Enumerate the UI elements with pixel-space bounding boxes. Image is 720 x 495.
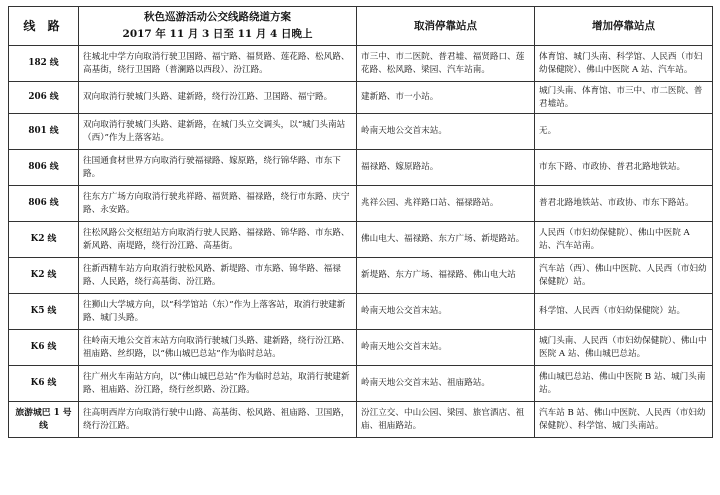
table-row bbox=[9, 294, 713, 330]
route-description: 往城北中学方向取消行驶卫国路、福宁路、福贤路、莲花路、松风路、高基街，绕行卫国路（普澜路以西段）、汾江路。 bbox=[79, 46, 357, 82]
line-name: K2 线 bbox=[9, 258, 79, 294]
added-stops: 佛山城巴总站、佛山中医院 B 站、城门头南站。 bbox=[535, 366, 713, 402]
header-title bbox=[79, 7, 357, 46]
added-stops: 汽车站 B 站、佛山中医院、人民西（市妇幼保健院）、科学馆、城门头南站。 bbox=[535, 402, 713, 438]
cancelled-stops: 建新路、市一小站。 bbox=[357, 82, 535, 114]
cancelled-stops: 岭南天地公交首末站。 bbox=[357, 294, 535, 330]
table-row bbox=[9, 150, 713, 186]
added-stops: 市东下路、市政协、普君北路地铁站。 bbox=[535, 150, 713, 186]
route-description: 往广州火车南站方向，以“佛山城巴总站”作为临时总站，取消行驶建新路、祖庙路、汾江路，绕行丝织路、汾江路。 bbox=[79, 366, 357, 402]
route-description: 双向取消行驶城门头路、建新路，在城门头立交调头，以“城门头南站（西）”作为上落客站。 bbox=[79, 114, 357, 150]
header-title-2: 2017 年 11 月 3 日至 11 月 4 日晚上 bbox=[122, 28, 313, 40]
route-description: 往岭南天地公交首末站方向取消行驶城门头路、建新路，绕行汾江路、祖庙路、丝织路，以“佛山城巴总站”作为临时总站。 bbox=[79, 330, 357, 366]
cancelled-stops: 岭南天地公交首末站。 bbox=[357, 330, 535, 366]
table-row bbox=[9, 114, 713, 150]
added-stops: 汽车站（西）、佛山中医院、人民西（市妇幼保健院）站。 bbox=[535, 258, 713, 294]
table-row bbox=[9, 46, 713, 82]
line-name: 206 线 bbox=[9, 82, 79, 114]
table-row bbox=[9, 82, 713, 114]
cancelled-stops: 岭南天地公交首末站、祖庙路站。 bbox=[357, 366, 535, 402]
line-name: K2 线 bbox=[9, 222, 79, 258]
added-stops: 人民西（市妇幼保健院）、佛山中医院 A 站、汽车站南。 bbox=[535, 222, 713, 258]
route-description: 往高明西岸方向取消行驶中山路、高基街、松风路、祖庙路、卫国路，绕行汾江路。 bbox=[79, 402, 357, 438]
route-description: 双向取消行驶城门头路、建新路，绕行汾江路、卫国路、福宁路。 bbox=[79, 82, 357, 114]
added-stops: 城门头南、体育馆、市三中、市二医院、普君墟站。 bbox=[535, 82, 713, 114]
cancelled-stops: 市三中、市二医院、普君墟、福贤路口、莲花路、松风路、梁园、汽车站南。 bbox=[357, 46, 535, 82]
route-description: 往国通食材世界方向取消行驶福禄路、嫁原路，绕行锦华路、市东下路。 bbox=[79, 150, 357, 186]
bus-detour-table bbox=[8, 6, 713, 438]
header-title-1: 秋色巡游活动公交线路绕道方案 bbox=[144, 11, 291, 23]
line-name: K6 线 bbox=[9, 330, 79, 366]
header-line: 线 路 bbox=[9, 7, 79, 46]
cancelled-stops: 新堤路、东方广场、福禄路、佛山电大站 bbox=[357, 258, 535, 294]
added-stops: 普君北路地铁站、市政协、市东下路站。 bbox=[535, 186, 713, 222]
table-row bbox=[9, 402, 713, 438]
line-name: K5 线 bbox=[9, 294, 79, 330]
table-row bbox=[9, 330, 713, 366]
cancelled-stops: 岭南天地公交首末站。 bbox=[357, 114, 535, 150]
table-row bbox=[9, 258, 713, 294]
table-row bbox=[9, 186, 713, 222]
line-name: 806 线 bbox=[9, 150, 79, 186]
line-name: 801 线 bbox=[9, 114, 79, 150]
added-stops: 城门头南、人民西（市妇幼保健院）、佛山中医院 A 站、佛山城巴总站。 bbox=[535, 330, 713, 366]
cancelled-stops: 汾江立交、中山公园、梁园、旅官酒店、祖庙、祖庙路站。 bbox=[357, 402, 535, 438]
route-description: 往狮山大学城方向，以“科学馆站（东）”作为上落客站，取消行驶建新路、城门头路。 bbox=[79, 294, 357, 330]
added-stops: 体育馆、城门头南、科学馆、人民西（市妇幼保健院）、佛山中医院 A 站、汽车站。 bbox=[535, 46, 713, 82]
route-description: 往新西精车站方向取消行驶松风路、新堤路、市东路、锦华路、福禄路、人民路，绕行高基街、汾江路。 bbox=[79, 258, 357, 294]
line-name: 806 线 bbox=[9, 186, 79, 222]
table-row bbox=[9, 222, 713, 258]
added-stops: 无。 bbox=[535, 114, 713, 150]
header-added: 增加停靠站点 bbox=[535, 7, 713, 46]
line-name: 旅游城巴 1 号线 bbox=[9, 402, 79, 438]
line-name: 182 线 bbox=[9, 46, 79, 82]
line-name: K6 线 bbox=[9, 366, 79, 402]
cancelled-stops: 佛山电大、福禄路、东方广场、新堤路站。 bbox=[357, 222, 535, 258]
table-row bbox=[9, 366, 713, 402]
cancelled-stops: 福禄路、嫁原路站。 bbox=[357, 150, 535, 186]
header-row bbox=[9, 7, 713, 46]
cancelled-stops: 兆祥公园、兆祥路口站、福禄路站。 bbox=[357, 186, 535, 222]
route-description: 往东方广场方向取消行驶兆祥路、福贤路、福禄路，绕行市东路、庆宁路、永安路。 bbox=[79, 186, 357, 222]
route-description: 往松风路公交枢纽站方向取消行驶人民路、福禄路、锦华路、市东路、新风路、南堤路，绕行汾江路、高基街。 bbox=[79, 222, 357, 258]
header-cancelled: 取消停靠站点 bbox=[357, 7, 535, 46]
added-stops: 科学馆、人民西（市妇幼保健院）站。 bbox=[535, 294, 713, 330]
